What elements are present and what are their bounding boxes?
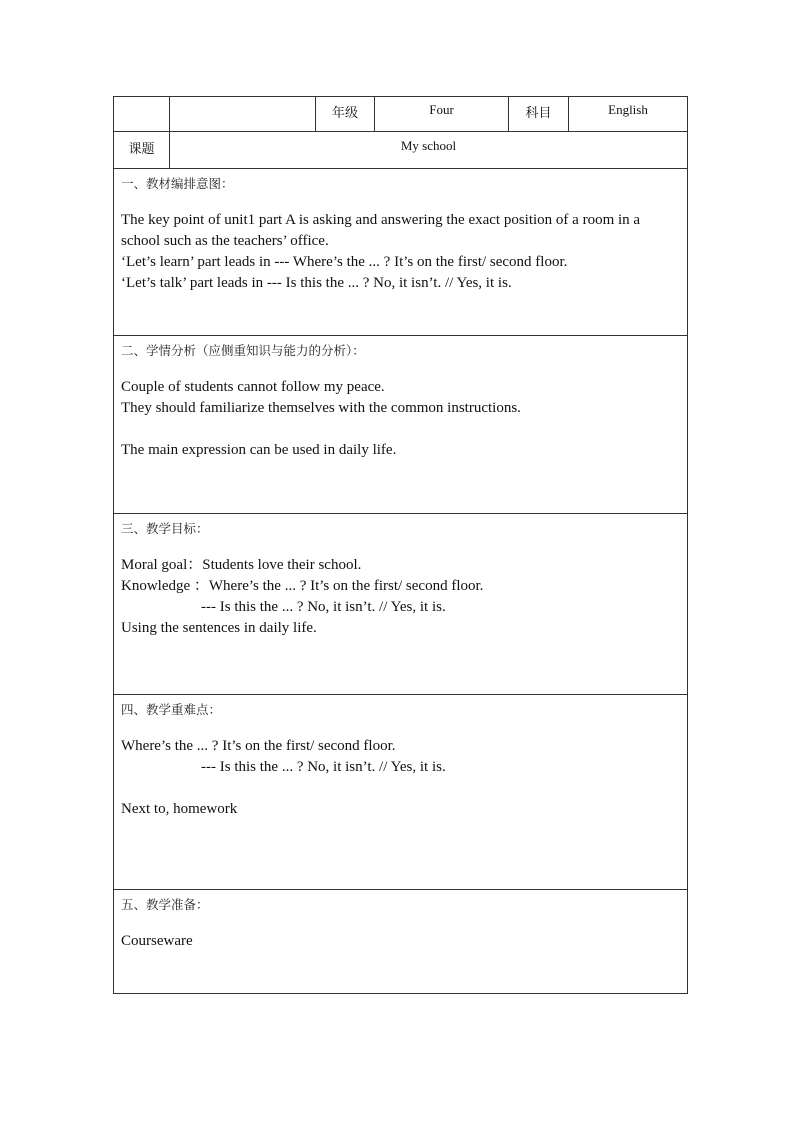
section-text: --- Is this the ... ? No, it isn’t. // Yes, it is. [201,599,446,615]
section-row [114,890,688,994]
blank-cell [170,97,316,132]
section-row [114,169,688,336]
section-teaching-material [114,169,688,336]
section-student-analysis [114,336,688,514]
section-heading: 三、教学目标： [121,521,209,536]
section-text: Knowledge ：Where’s the ... ? It’s on the first/ second floor. [121,578,484,594]
subject-label: 科目 [509,97,569,132]
section-heading: 一、教材编排意图： [121,176,234,191]
section-text: Courseware [121,933,193,949]
grade-label: 年级 [316,97,375,132]
section-text: --- Is this the ... ? No, it isn’t. // Yes, it is. [201,759,446,775]
section-teaching-goals [114,514,688,695]
section-text: Couple of students cannot follow my peace. [121,379,385,395]
topic-value: My school [170,132,688,169]
topic-row [114,132,688,169]
section-text: Next to, homework [121,801,238,817]
section-text: ‘Let’s learn’ part leads in --- Where’s the ... ? It’s on the first/ second floor. [121,254,568,270]
section-row [114,514,688,695]
section-text: Where’s the ... ? It’s on the first/ second floor. [121,738,396,754]
section-key-points [114,695,688,890]
blank-cell [114,97,170,132]
section-text: Moral goal：Students love their school. [121,557,362,573]
section-heading: 四、教学重难点： [121,702,222,717]
section-row [114,695,688,890]
section-heading: 二、学情分析（应侧重知识与能力的分析）： [121,343,365,358]
lesson-plan-table [113,96,688,994]
header-row [114,97,688,132]
section-row [114,336,688,514]
topic-label: 课题 [114,132,170,169]
section-text: The main expression can be used in daily life. [121,442,397,458]
section-text: ‘Let’s talk’ part leads in --- Is this the ... ? No, it isn’t. // Yes, it is. [121,275,512,291]
section-text: They should familiarize themselves with the common instructions. [121,400,521,416]
section-text: Using the sentences in daily life. [121,620,317,636]
section-preparation [114,890,688,994]
section-heading: 五、教学准备： [121,897,209,912]
grade-value: Four [375,97,509,132]
subject-value: English [569,97,688,132]
section-text: The key point of unit1 part A is asking and answering the exact position of a room in a school such as the teachers’ office. [121,212,644,249]
